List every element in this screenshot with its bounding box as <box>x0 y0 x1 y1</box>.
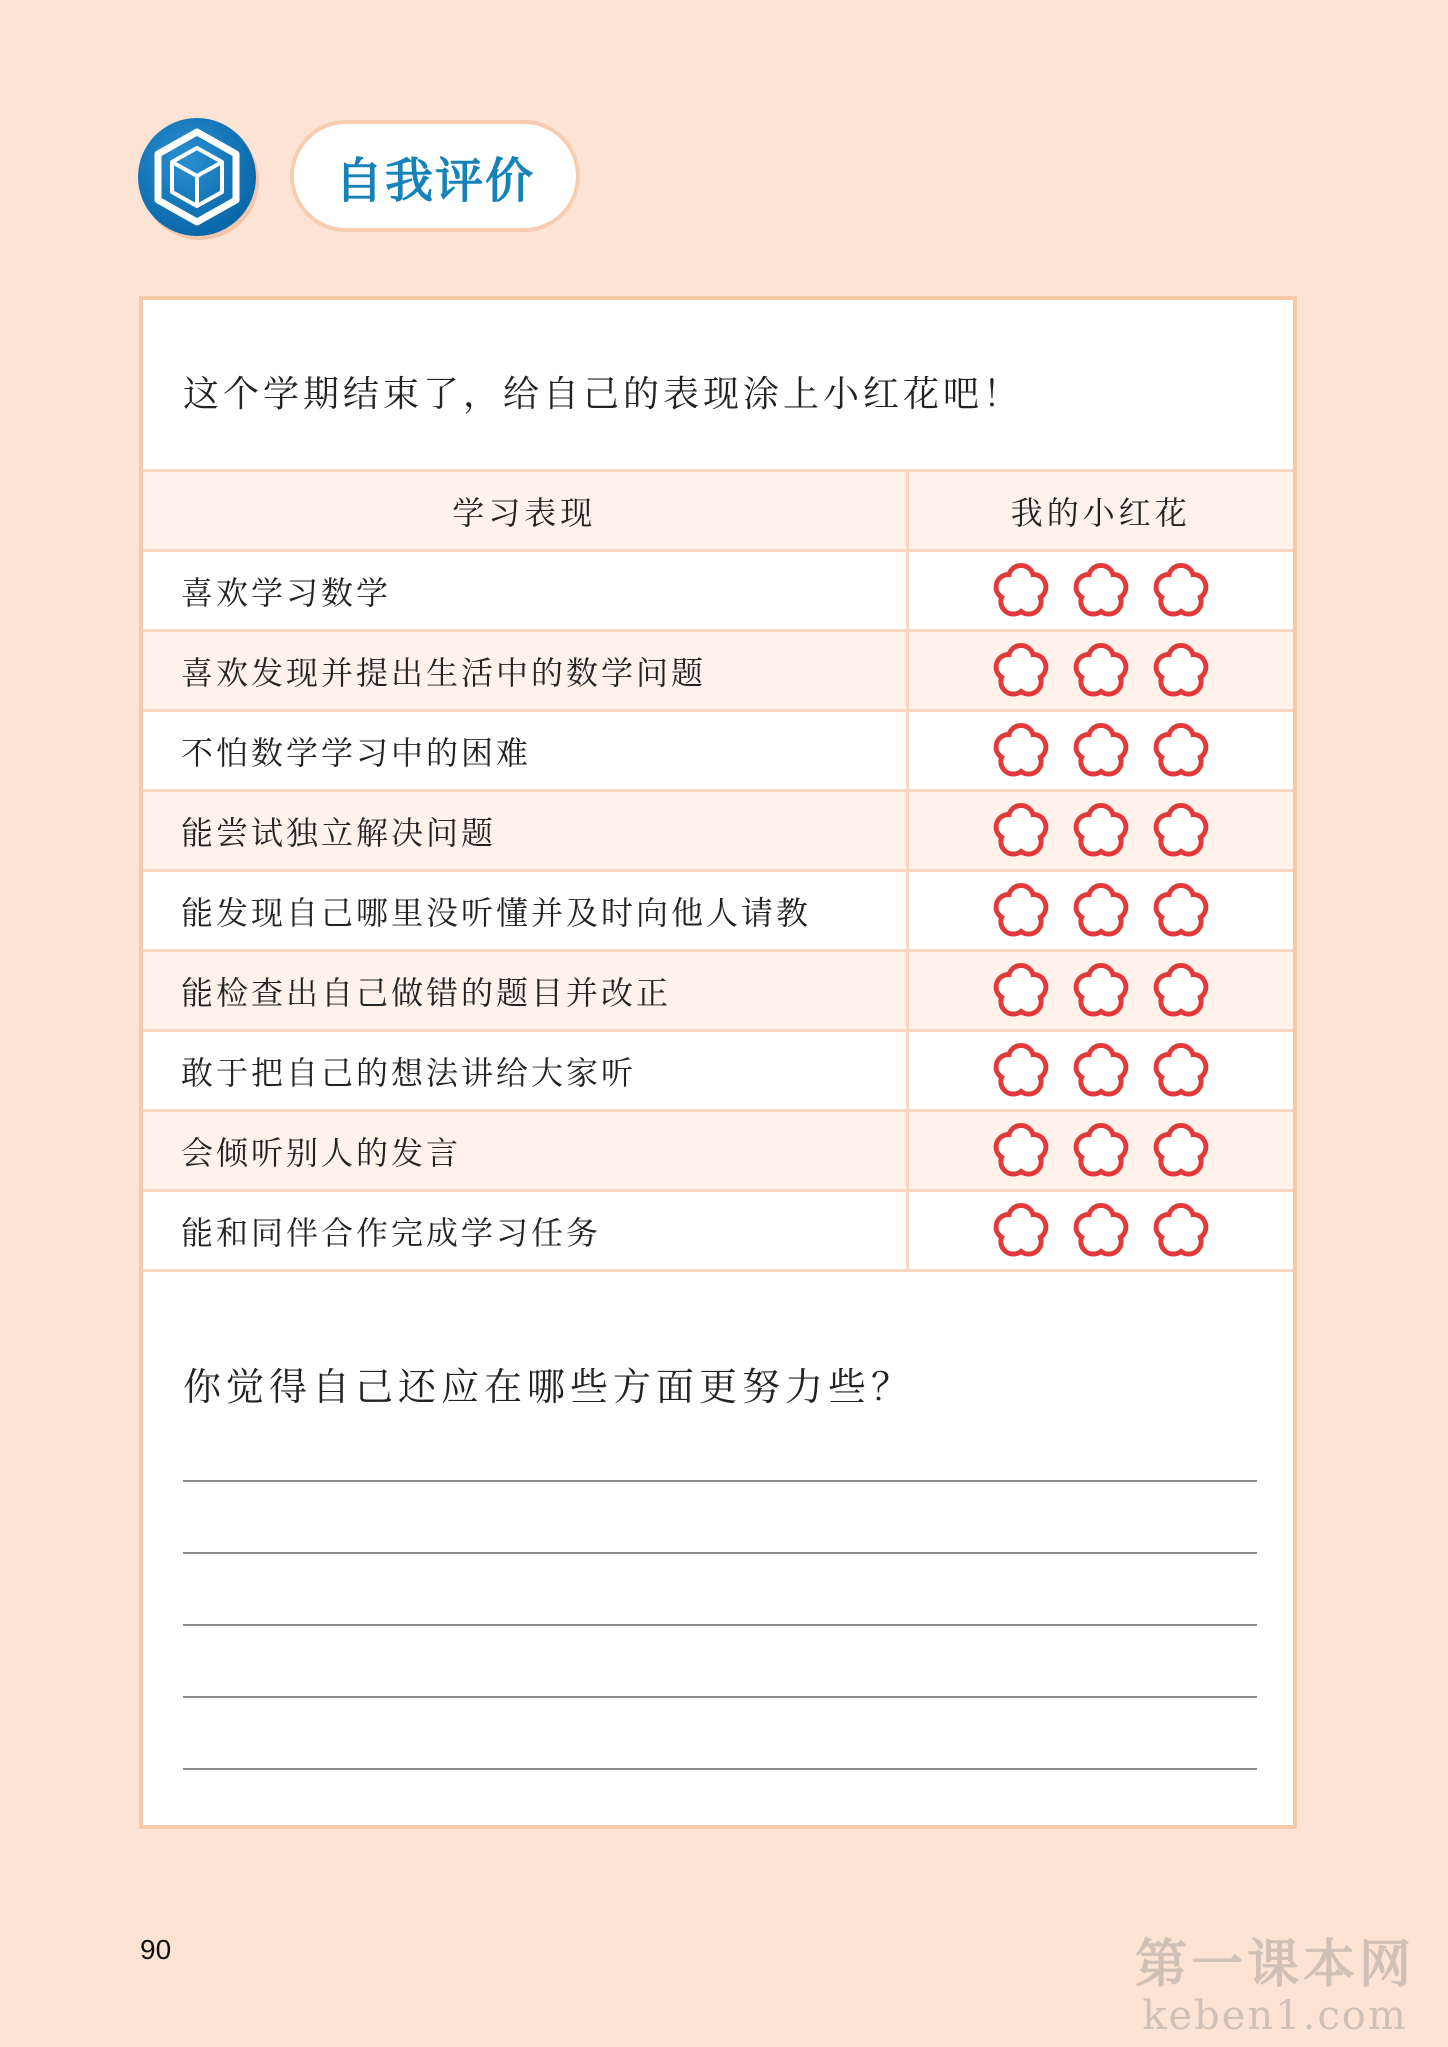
flower-cell <box>907 1111 1293 1191</box>
performance-item: 敢于把自己的想法讲给大家听 <box>143 1031 907 1111</box>
flower-outline-icon[interactable] <box>1151 641 1211 701</box>
flower-outline-icon[interactable] <box>1071 1121 1131 1181</box>
answer-line[interactable] <box>183 1552 1257 1554</box>
hexagon-cube-icon <box>138 118 256 236</box>
answer-line[interactable] <box>183 1696 1257 1698</box>
performance-item: 能和同伴合作完成学习任务 <box>143 1191 907 1271</box>
flower-outline-icon[interactable] <box>1071 1041 1131 1101</box>
flower-outline-icon[interactable] <box>991 1041 1051 1101</box>
flower-outline-icon[interactable] <box>991 961 1051 1021</box>
flower-outline-icon[interactable] <box>1151 1041 1211 1101</box>
flower-cell <box>907 551 1293 631</box>
flower-outline-icon[interactable] <box>1071 1201 1131 1261</box>
answer-line[interactable] <box>183 1480 1257 1482</box>
table-row <box>143 1111 1293 1191</box>
flower-outline-icon[interactable] <box>1151 1121 1211 1181</box>
table-row <box>143 871 1293 951</box>
flower-outline-icon[interactable] <box>1151 721 1211 781</box>
reflection-question: 你觉得自己还应在哪些方面更努力些？ <box>183 1365 915 1409</box>
flower-cell <box>907 631 1293 711</box>
flower-outline-icon[interactable] <box>1071 801 1131 861</box>
flower-outline-icon[interactable] <box>1071 721 1131 781</box>
performance-item: 不怕数学学习中的困难 <box>143 711 907 791</box>
flower-outline-icon[interactable] <box>1151 881 1211 941</box>
flower-outline-icon[interactable] <box>1151 961 1211 1021</box>
flower-outline-icon[interactable] <box>1071 641 1131 701</box>
self-evaluation-card <box>139 296 1297 1829</box>
section-title: 自我评价 <box>334 152 535 209</box>
flower-outline-icon[interactable] <box>991 561 1051 621</box>
header-performance: 学习表现 <box>143 471 907 551</box>
table-row <box>143 1191 1293 1271</box>
flower-cell <box>907 951 1293 1031</box>
flower-cell <box>907 871 1293 951</box>
flower-outline-icon[interactable] <box>991 641 1051 701</box>
flower-outline-icon[interactable] <box>991 1201 1051 1261</box>
flower-outline-icon[interactable] <box>1151 1201 1211 1261</box>
flower-cell <box>907 1191 1293 1271</box>
table-header-row <box>143 471 1293 551</box>
performance-item: 能尝试独立解决问题 <box>143 791 907 871</box>
performance-item: 能检查出自己做错的题目并改正 <box>143 951 907 1031</box>
evaluation-table <box>143 469 1293 1272</box>
performance-item: 能发现自己哪里没听懂并及时向他人请教 <box>143 871 907 951</box>
flower-outline-icon[interactable] <box>991 1121 1051 1181</box>
flower-outline-icon[interactable] <box>1071 961 1131 1021</box>
table-row <box>143 631 1293 711</box>
flower-cell <box>907 711 1293 791</box>
flower-outline-icon[interactable] <box>991 721 1051 781</box>
section-title-badge <box>290 120 580 232</box>
table-row <box>143 551 1293 631</box>
flower-cell <box>907 1031 1293 1111</box>
flower-outline-icon[interactable] <box>991 881 1051 941</box>
watermark-cn: 第一课本网 <box>1134 1935 1415 1995</box>
flower-outline-icon[interactable] <box>1071 561 1131 621</box>
header-flowers: 我的小红花 <box>907 471 1293 551</box>
flower-cell <box>907 791 1293 871</box>
flower-outline-icon[interactable] <box>991 801 1051 861</box>
watermark-en: keben1.com <box>1142 1993 1408 2039</box>
page-number: 90 <box>140 1934 172 1965</box>
performance-item: 喜欢学习数学 <box>143 551 907 631</box>
flower-outline-icon[interactable] <box>1151 561 1211 621</box>
table-row <box>143 791 1293 871</box>
performance-item: 会倾听别人的发言 <box>143 1111 907 1191</box>
table-row <box>143 951 1293 1031</box>
answer-line[interactable] <box>183 1624 1257 1626</box>
table-row <box>143 1031 1293 1111</box>
performance-item: 喜欢发现并提出生活中的数学问题 <box>143 631 907 711</box>
intro-text: 这个学期结束了，给自己的表现涂上小红花吧！ <box>183 374 1024 415</box>
flower-outline-icon[interactable] <box>1151 801 1211 861</box>
flower-outline-icon[interactable] <box>1071 881 1131 941</box>
watermark <box>1130 1922 1420 2039</box>
answer-line[interactable] <box>183 1768 1257 1770</box>
table-row <box>143 711 1293 791</box>
